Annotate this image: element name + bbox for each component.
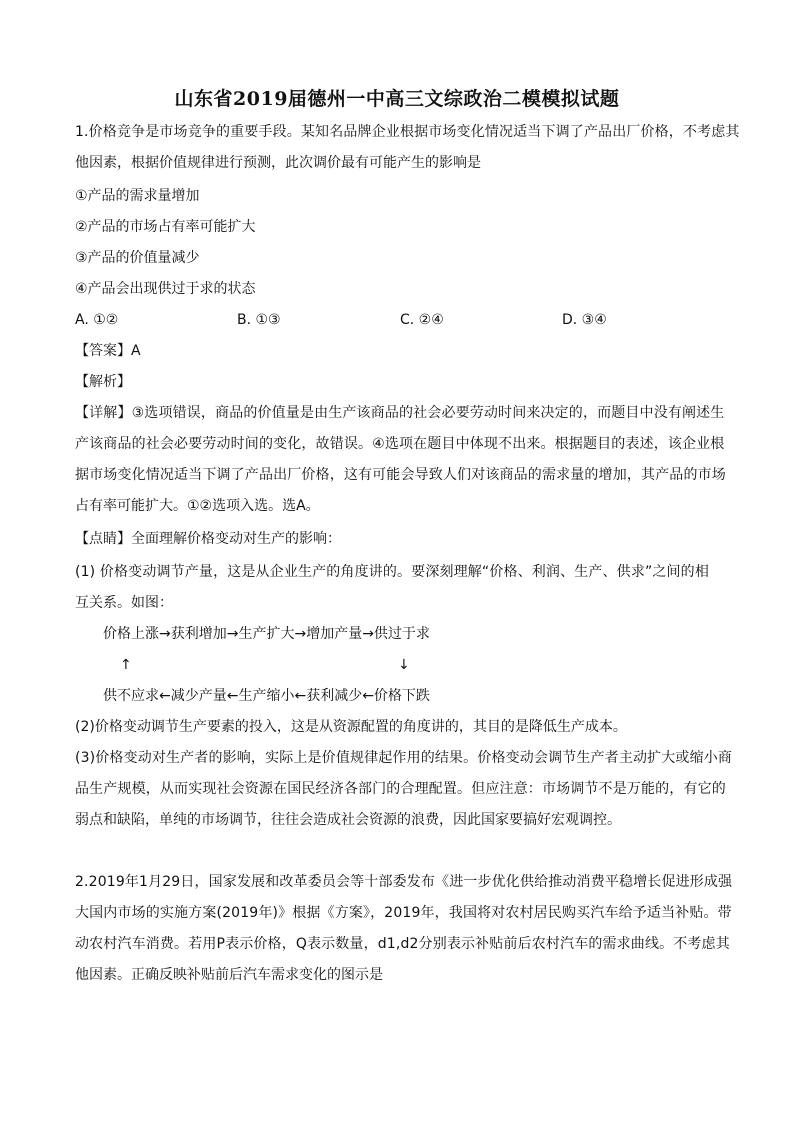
q1-point3-line-3: 弱点和缺陷，单纯的市场调节，往往会造成社会资源的浪费，因此国家要搞好宏观调控。: [75, 812, 621, 828]
q1-detail-line-1: 【详解】③选项错误，商品的价值量是由生产该商品的社会必要劳动时间来决定的，而题目中没有阐述生: [75, 405, 725, 421]
q2-stem-line-4: 他因素。正确反映补贴前后汽车需求变化的图示是: [75, 967, 383, 983]
q1-point1-line-2: 互关系。如图：: [75, 595, 173, 611]
q1-detail-line-4: 占有率可能扩大。①②选项入选。选A。: [75, 498, 320, 514]
q2-stem-line-2: 大国内市场的实施方案(2019年)》根据《方案》，2019年，我国将对农村居民购买汽车给予适当补贴。带: [75, 905, 732, 921]
flow-bottom-row: 供不应求←减少产量←生产缩小←获利减少←价格下跌: [103, 688, 430, 704]
q1-option-d: D. ③④: [562, 312, 607, 328]
q1-tip: 【点睛】全面理解价格变动对生产的影响：: [75, 531, 341, 547]
q1-point1-line-1: (1) 价格变动调节产量，这是从企业生产的角度讲的。要深刻理解“价格、利润、生产、供求”之间的相: [75, 564, 709, 580]
q1-point3-line-2: 品生产规模，从而实现社会资源在国民经济各部门的合理配置。但应注意：市场调节不是万能的，有它的: [75, 781, 726, 797]
q1-detail-line-3: 据市场变化情况适当下调了产品出厂价格，这有可能会导致人们对该商品的需求量的增加，其产品的市场: [75, 467, 726, 483]
q1-answer: 【答案】A: [75, 343, 141, 359]
q1-point3-line-1: (3)价格变动对生产者的影响，实际上是价值规律起作用的结果。价格变动会调节生产者主动扩大或缩小商: [75, 750, 733, 766]
q1-stem-line-2: 他因素，根据价值规律进行预测，此次调价最有可能产生的影响是: [75, 155, 481, 171]
q1-option-b: B. ①③: [237, 312, 281, 328]
q1-item-3: ③产品的价值量减少: [75, 250, 200, 266]
q1-option-c: C. ②④: [400, 312, 444, 328]
q1-analysis-heading: 【解析】: [75, 374, 131, 390]
q1-option-a: A. ①②: [75, 312, 119, 328]
q1-item-2: ②产品的市场占有率可能扩大: [75, 219, 256, 235]
flow-down-arrow: ↓: [398, 657, 410, 673]
q1-detail-line-2: 产该商品的社会必要劳动时间的变化，故错误。④选项在题目中体现不出来。根据题目的表述，该企业根: [75, 436, 725, 452]
q2-stem-line-3: 动农村汽车消费。若用P表示价格，Q表示数量，d1,d2分别表示补贴前后农村汽车的需求曲线。不考虑其: [75, 936, 730, 952]
page-title: 山东省2019届德州一中高三文综政治二模模拟试题: [174, 88, 620, 110]
q1-stem-line-1: 1.价格竞争是市场竞争的重要手段。某知名品牌企业根据市场变化情况适当下调了产品出厂价格，不考虑其: [75, 124, 740, 140]
q1-item-1: ①产品的需求量增加: [75, 188, 200, 204]
q1-point2-line: (2)价格变动调节生产要素的投入，这是从资源配置的角度讲的，其目的是降低生产成本。: [75, 719, 627, 735]
q2-stem-line-1: 2.2019年1月29日，国家发展和改革委员会等十部委发布《进一步优化供给推动消费平稳增长促进形成强: [75, 874, 733, 890]
flow-up-arrow: ↑: [120, 657, 132, 673]
q1-item-4: ④产品会出现供过于求的状态: [75, 281, 256, 297]
flow-top-row: 价格上涨→获利增加→生产扩大→增加产量→供过于求: [103, 626, 430, 642]
